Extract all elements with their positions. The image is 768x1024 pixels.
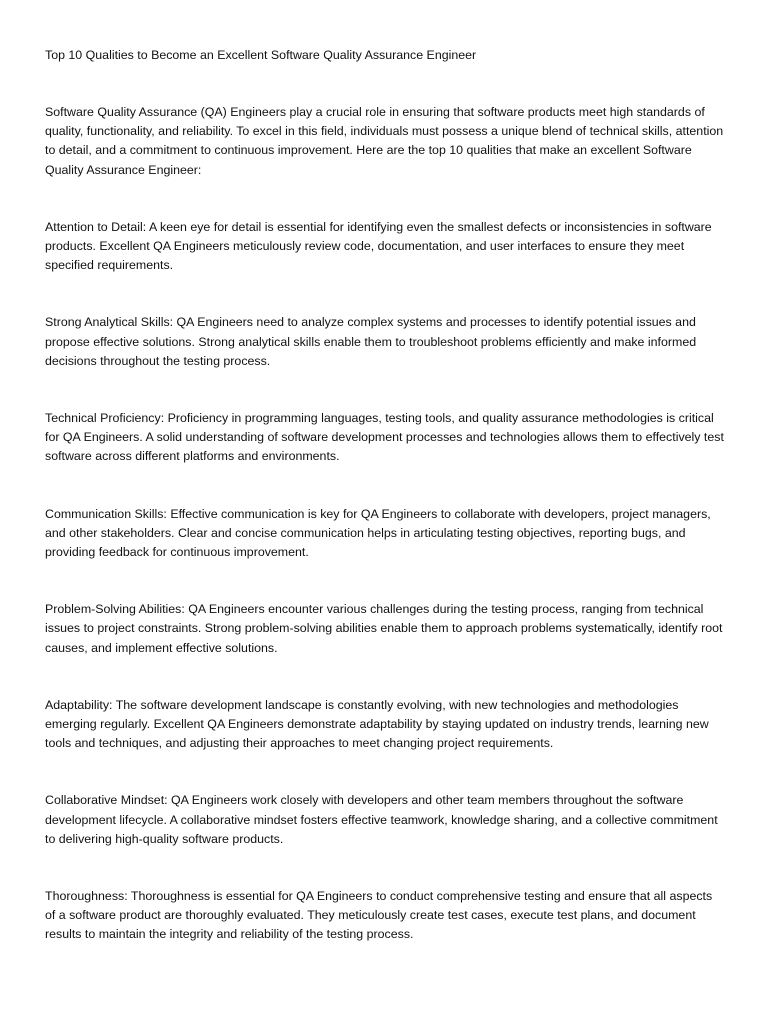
quality-thoroughness: Thoroughness: Thoroughness is essential for QA Engineers to conduct comprehensive testing and ensure that all aspects of a software product are thoroughly evaluated. They meticulously create test cases, execute test plans, and document results to maintain the integrity and reliability of the testing process. (45, 889, 713, 942)
quality-problem-solving: Problem-Solving Abilities: QA Engineers encounter various challenges during the testing process, ranging from technical issues to project constraints. Strong problem-solving abilities enable them to approach problems systematically, identify root causes, and implement effective solutions. (45, 602, 723, 655)
quality-technical-proficiency: Technical Proficiency: Proficiency in programming languages, testing tools, and quality assurance methodologies is critical for QA Engineers. A solid understanding of software development processes and technologies allows them to effectively test software across different platforms and environments. (45, 411, 724, 464)
quality-collaborative-mindset: Collaborative Mindset: QA Engineers work closely with developers and other team members throughout the software development lifecycle. A collaborative mindset fosters effective teamwork, knowledge sharing, and a collective commitment to delivering high-quality software products. (45, 793, 718, 846)
document-page (45, 46, 725, 945)
document-title: Top 10 Qualities to Become an Excellent Software Quality Assurance Engineer (45, 48, 477, 62)
quality-analytical-skills: Strong Analytical Skills: QA Engineers need to analyze complex systems and processes to identify potential issues and propose effective solutions. Strong analytical skills enable them to troubleshoot problems efficiently and make informed decisions throughout the testing process. (45, 315, 697, 368)
quality-adaptability: Adaptability: The software development landscape is constantly evolving, with new technologies and methodologies emerging regularly. Excellent QA Engineers demonstrate adaptability by staying updated on industry trends, learning new tools and techniques, and adjusting their approaches to meet changing project requirements. (45, 697, 709, 751)
quality-communication-skills: Communication Skills: Effective communication is key for QA Engineers to collaborate with developers, project managers, and other stakeholders. Clear and concise communication helps in articulating testing objectives, reporting bugs, and providing feedback for continuous improvement. (45, 506, 711, 560)
quality-attention-to-detail: Attention to Detail: A keen eye for detail is essential for identifying even the smallest defects or inconsistencies in software products. Excellent QA Engineers meticulously review code, documentation, and user interfaces to ensure they meet specified requirements. (45, 219, 712, 273)
intro-paragraph: Software Quality Assurance (QA) Engineers play a crucial role in ensuring that software products meet high standards of quality, functionality, and reliability. To excel in this field, individuals must possess a unique blend of technical skills, attention to detail, and a commitment to continuous improvement. Here are the top 10 qualities that make an excellent Software Quality Assurance Engineer: (45, 105, 724, 177)
